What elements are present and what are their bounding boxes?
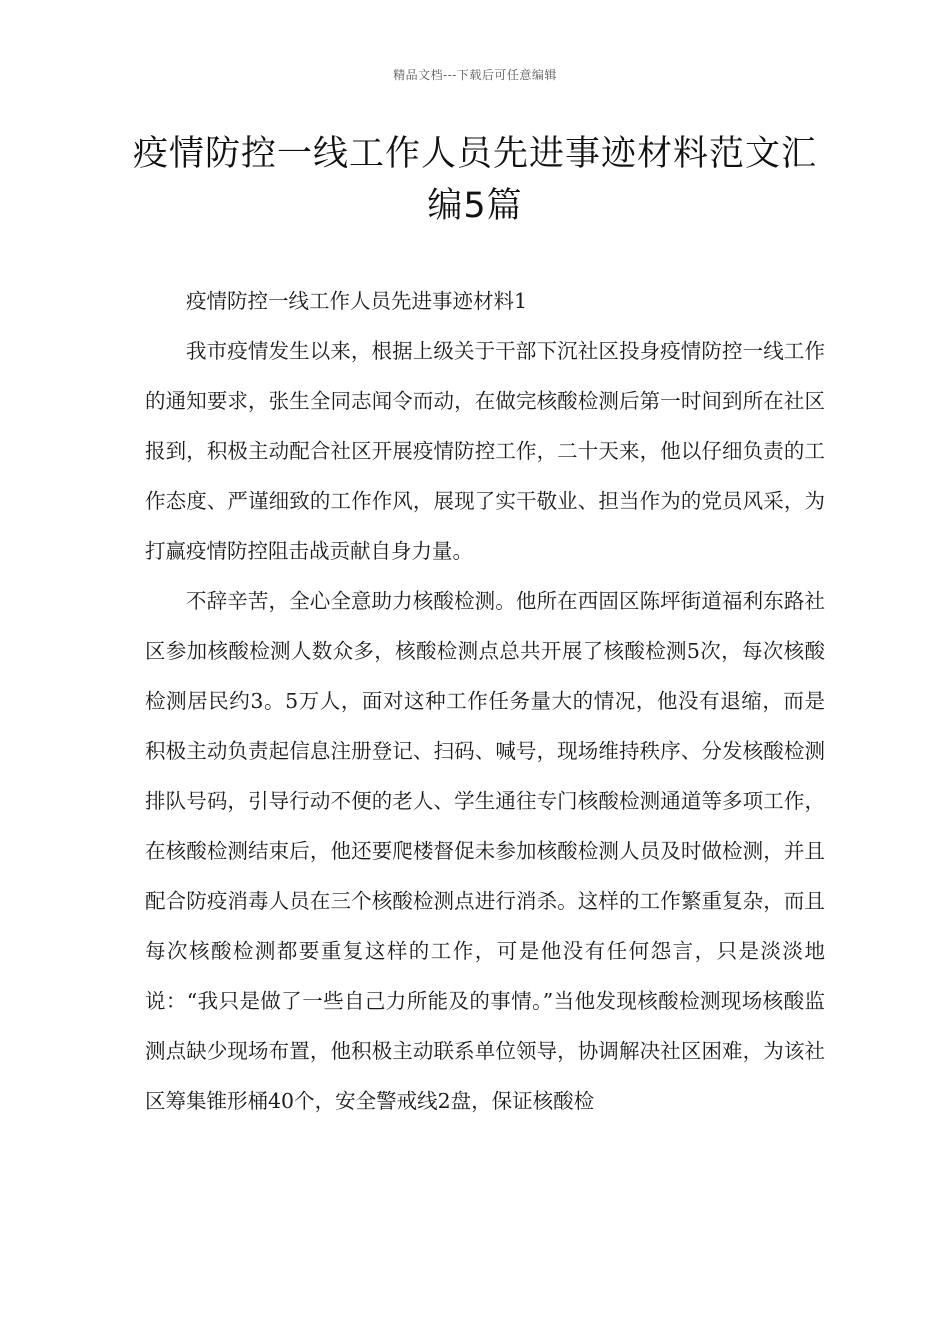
- document-title: 疫情防控一线工作人员先进事迹材料范文汇编5篇: [132, 134, 817, 226]
- paragraph-2: 不辞辛苦，全心全意助力核酸检测。他所在西固区陈坪街道福利东路社区参加核酸检测人数众多，核酸检测点总共开展了核酸检测5次，每次核酸检测居民约3。5万人，面对这种工作任务量大的情况，他没有退缩，而是积极主动负责起信息注册登记、扫码、喊号，现场维持秩序、分发核酸检测排队号码，引导行动不便的老人、学生通往专门核酸检测通道等多项工作，在核酸检测结束后，他还要爬楼督促未参加核酸检测人员及时做检测，并且配合防疫消毒人员在三个核酸检测点进行消杀。这样的工作繁重复杂，而且每次核酸检测都要重复这样的工作，可是他没有任何怨言，只是淡淡地说：“我只是做了一些自己力所能及的事情。”当他发现核酸检测现场核酸监测点缺少现场布置，他积极主动联系单位领导，协调解决社区困难，为该社区筹集锥形桶40个，安全警戒线2盘，保证核酸检: [145, 589, 825, 1113]
- section-heading: 疫情防控一线工作人员先进事迹材料1: [186, 289, 528, 313]
- document-body: [145, 276, 825, 1126]
- header-note: 精品文档---下载后可任意编辑: [393, 68, 557, 82]
- paragraph-1: 我市疫情发生以来，根据上级关于干部下沉社区投身疫情防控一线工作的通知要求，张生全同志闻令而动，在做完核酸检测后第一时间到所在社区报到，积极主动配合社区开展疫情防控工作，二十天来，他以仔细负责的工作态度、严谨细致的工作作风，展现了实干敬业、担当作为的党员风采，为打赢疫情防控阻击战贡献自身力量。: [145, 339, 825, 563]
